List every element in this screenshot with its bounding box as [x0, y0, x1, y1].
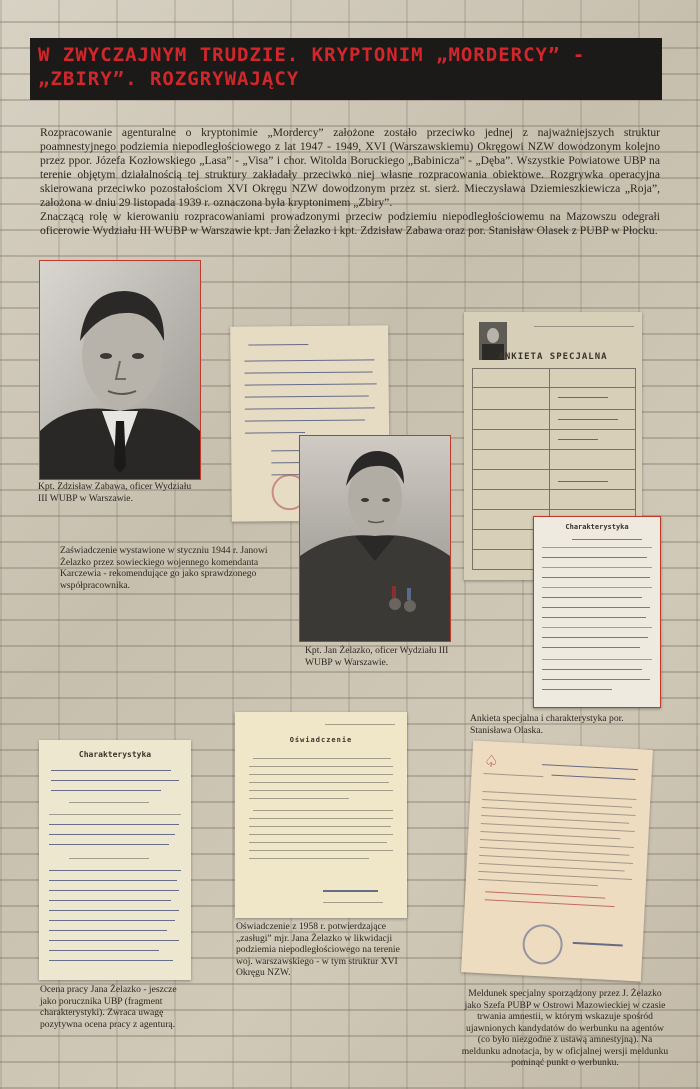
meldunek-document — [461, 740, 653, 981]
zelazko-portrait-photo — [299, 435, 451, 642]
charakterystyka2-title: Charakterystyka — [78, 750, 152, 759]
zabawa-portrait-photo — [39, 260, 201, 480]
page-title: W ZWYCZAJNYM TRUDZIE. KRYPTONIM „MORDERCY” - „ZBIRY”. ROZGRYWAJĄCY — [38, 44, 586, 90]
caption-oswiadczenie: Oświadczenie z 1958 r. potwierdzające „zasługi” mjr. Jana Żelazko w likwidacji podziemia niepodległościowego na terenie woj. warszawskiego - w tym struktur XVI Okręgu NZW. — [236, 921, 400, 978]
eagle-emblem-icon: ♤ — [483, 751, 499, 771]
oswiadczenie-document — [235, 712, 407, 918]
intro-paragraph-1: Rozpracowanie agenturalne o kryptonimie „Mordercy” założone zostało przeciwko jednej z najważniejszych struktur poamnestyjnego podziemia niepodległościowego z lat 1947 - 1949, XVI (Warszawskiemu) Okręgowi NZW dowodzonym kolejno przez ppor. Józefa Kozłowskiego „Lasa” - „Visa” i chor. Witolda Boruckiego „Babinicza” - „Dęba”. Wszystkie Powiatowe UBP na terenie objętym działalnością tej struktury zakładały przeciwko niej własne rozpracowania obiektowe. Rozgrywka operacyjna skierowana przeciwko pozostałościom XVI Okręgu NZW dowodzonym przez st. sierż. Mieczysława Dziemieszkiewicza „Roja”, założona w dniu 29 listopada 1939 r. oznaczona była kryptonimem „Zbiry”. — [40, 126, 660, 209]
caption-zaswiadczenie: Zaświadczenie wystawione w styczniu 1944 r. Janowi Żelazko przez sowieckiego wojennego komendanta Karczewia - rekomendujące go jako sprawdzonego współpracownika. — [60, 545, 268, 591]
uniform-portrait-illustration — [300, 436, 450, 641]
title-banner — [30, 38, 662, 100]
caption-zelazko: Kpt. Jan Żelazko, oficer Wydziału III WUBP w Warszawie. — [305, 645, 449, 668]
caption-ankieta: Ankieta specjalna i charakterystyka por. Stanisława Olaska. — [470, 713, 624, 736]
caption-ocena: Ocena pracy Jana Żelazko - jeszcze jako porucznika UBP (fragment charakterystyki). Zwraca uwagę pozytywna ocena pracy z agenturą. — [40, 984, 177, 1030]
charakterystyka-title: Charakterystyka — [565, 523, 629, 531]
intro-paragraph-2: Znaczącą rolę w kierowaniu rozpracowaniami prowadzonymi przeciw podziemiu niepodległościowemu na Mazowszu odegrałi oficerowie Wydziału III WUBP w Warszawie kpt. Jan Żelazko i kpt. Zdzisław Zabawa oraz por. Stanisław Olasek z PUBP w Płocku. — [40, 210, 660, 237]
charakterystyka-olaska-document — [533, 516, 661, 708]
caption-meldunek: Meldunek specjalny sporządzony przez J. Żelazko jako Szefa PUBP w Ostrowi Mazowieckiej w czasie trwania amnestii, w którym wskazuje spośród ujawnionych kandydatów do werbunku na agentów (co było niezgodne z ustawą amnestyjną). Na meldunku adnotacja, by w oficjalnej wersji meldunku pominąć punkt o werbunku. — [461, 988, 669, 1068]
ankieta-title: ANKIETA SPECJALNA — [498, 352, 608, 362]
official-stamp-icon — [522, 923, 564, 965]
charakterystyka-zelazko-document — [39, 740, 191, 980]
oswiadczenie-title: Oświadczenie — [289, 736, 353, 744]
portrait-illustration — [40, 261, 200, 479]
caption-zabawa: Kpt. Zdzisław Zabawa, oficer Wydziału III WUBP w Warszawie. — [38, 481, 192, 504]
intro-text — [40, 126, 660, 238]
